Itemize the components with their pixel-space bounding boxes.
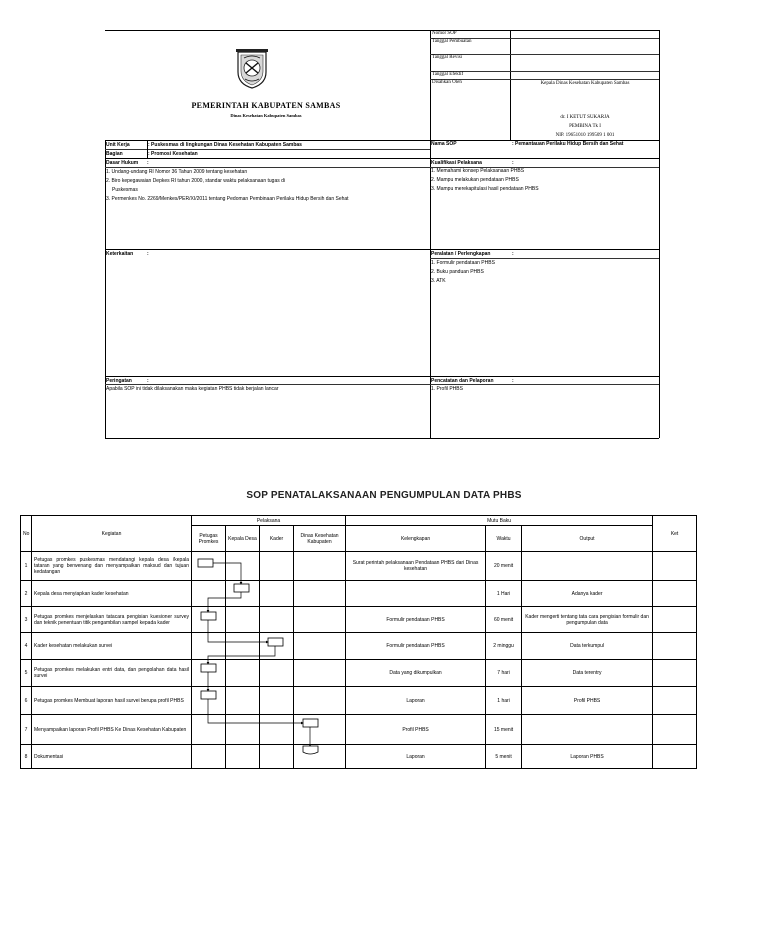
col-header-waktu: Waktu — [486, 526, 522, 552]
bagian-value: : Promosi Kesehatan — [148, 151, 198, 157]
row-waktu: 5 menit — [486, 745, 522, 769]
unit-kerja-label: Unit Kerja — [106, 142, 130, 148]
peralatan-item: 1. Formulir pendataan PHBS — [431, 260, 495, 266]
kualifikasi-item: 1. Memahami konsep Pelaksanaan PHBS — [431, 168, 525, 174]
meta-label-disahkan: Disahkan Oleh — [432, 80, 462, 85]
sop-title: SOP PENATALAKSANAAN PENGUMPULAN DATA PHBS — [246, 490, 522, 501]
col-header-kader: Kader — [260, 526, 294, 552]
col-header-petugas-promkes: Petugas Promkes — [192, 526, 226, 552]
row-kegiatan: Petugas promkes puskesmas mendatangi kepala desa /kepala tataran yang berwenang dan menyampaikan maksud dan tujuan kedatangan — [32, 552, 192, 581]
colon: : — [147, 160, 149, 166]
colon: : — [147, 251, 149, 257]
row-kegiatan: Kepala desa menyiapkan kader kesehatan — [32, 581, 192, 607]
row-waktu: 1 hari — [486, 687, 522, 715]
meta-label-tanggal-efektif: Tanggal Efektif — [432, 72, 464, 77]
row-kegiatan: Petugas promkes menjelaskan tatacara pengisian kuesioner survey dan teknik penentuan titik pengambilan sampel kepada kader — [32, 607, 192, 633]
kualifikasi-item: 2. Mampu melakukan pendataan PHBS — [431, 177, 519, 183]
dasar-hukum-item: 2. Biro kepegawaian Depkes RI tahun 2000, standar waktu pelaksanaan tugas di — [106, 178, 286, 184]
col-header-no: No — [21, 516, 32, 552]
row-kegiatan: Petugas promkes Membuat laporan hasil survei berupa profil PHBS — [32, 687, 192, 715]
kualifikasi-label: Kualifikasi Pelaksana — [431, 160, 482, 166]
dasar-hukum-label: Dasar Hukum — [106, 160, 139, 166]
col-header-ket: Ket — [653, 516, 697, 552]
pencatatan-label: Pencatatan dan Pelaporan — [431, 378, 494, 384]
col-header-dinas-kesehatan: Dinas Kesehatan Kabupaten — [294, 526, 346, 552]
dasar-hukum-item: 1. Undang-undang RI Nomor 36 Tahun 2009 tentang kesehatan — [106, 169, 248, 175]
colon: : — [512, 251, 514, 257]
row-kelengkapan: Formulir pendataan PHBS — [346, 607, 486, 633]
row-no: 2 — [21, 581, 32, 607]
row-output: Laporan PHBS — [522, 745, 653, 769]
peralatan-item: 2. Buku panduan PHBS — [431, 269, 484, 275]
unit-kerja-value: : Puskesmas di lingkungan Dinas Kesehatan Kabupaten Sambas — [148, 142, 302, 148]
peringatan-text: Apabila SOP ini tidak dilaksanakan maka kegiatan PHBS tidak berjalan lancar — [106, 386, 279, 392]
row-no: 6 — [21, 687, 32, 715]
col-header-output: Output — [522, 526, 653, 552]
flow-step-4-box — [268, 638, 283, 646]
flow-step-6-box — [201, 691, 216, 699]
approver-name: dr. I KETUT SUKARJA — [560, 115, 610, 120]
approver-title: Kepala Dinas Kesehatan Kabupaten Sambas — [540, 81, 630, 86]
row-kelengkapan: Laporan — [346, 687, 486, 715]
row-kegiatan: Kader kesehatan melakukan survei — [32, 633, 192, 660]
flow-arrow — [208, 620, 268, 642]
meta-label-tanggal-revisi: Tanggal Revisi — [432, 55, 463, 60]
approver-nip: NIP. 19651010 199509 1 001 — [555, 133, 615, 138]
peralatan-item: 3. ATK — [431, 278, 446, 284]
col-header-pelaksana: Pelaksana — [192, 516, 346, 526]
flow-step-2-box — [234, 584, 249, 592]
row-kegiatan: Dokumentasi — [32, 745, 192, 769]
row-kelengkapan: Formulir pendataan PHBS — [346, 633, 486, 660]
colon: : — [147, 378, 149, 384]
government-title: PEMERINTAH KABUPATEN SAMBAS — [191, 101, 341, 110]
row-waktu: 1 Hari — [486, 581, 522, 607]
row-no: 4 — [21, 633, 32, 660]
dasar-hukum-item: Puskesmas — [112, 187, 138, 193]
flow-arrow — [208, 592, 241, 612]
row-kegiatan: Petugas promkes melakukan entri data, dan pengolahan data hasil survei — [32, 660, 192, 687]
dasar-hukum-item: 3. Permenkes No. 2269/Menkes/PER/XI/2011 tentang Pedoman Pembinaan Perilaku Hidup Bersih dan Sehat — [106, 196, 349, 202]
row-waktu: 15 menit — [486, 715, 522, 745]
row-output: Kader mengerti tentang tata cara pengisian formulir dan pengumpulan data — [522, 607, 653, 633]
flow-arrow — [208, 699, 303, 723]
row-kelengkapan: Data yang dikumpulkan — [346, 660, 486, 687]
row-output: Data terkumpul — [522, 633, 653, 660]
col-header-kepala-desa: Kepala Desa — [226, 526, 260, 552]
row-waktu: 60 menit — [486, 607, 522, 633]
approver-rank: PEMBINA Tk I — [569, 124, 601, 129]
col-header-kelengkapan: Kelengkapan — [346, 526, 486, 552]
meta-label-tanggal-pembuatan: Tanggal Pembuatan — [432, 39, 472, 44]
flow-step-7-box — [303, 719, 318, 727]
peringatan-label: Peringatan — [106, 378, 132, 384]
colon: : — [512, 378, 514, 384]
keterkaitan-label: Keterkaitan — [106, 251, 134, 257]
row-no: 1 — [21, 552, 32, 581]
col-header-kegiatan: Kegiatan — [32, 516, 192, 552]
row-kelengkapan: Laporan — [346, 745, 486, 769]
nama-sop-value: : Pemantauan Perilaku Hidup Bersih dan Sehat — [512, 141, 624, 147]
meta-label-nomor: Nomor SOP — [432, 31, 457, 36]
bagian-label: Bagian — [106, 151, 123, 157]
row-kegiatan: Menyampaikan laporan Profil PHBS Ke Dinas Kesehatan Kabupaten — [32, 715, 192, 745]
row-waktu: 20 menit — [486, 552, 522, 581]
flow-step-8-document — [303, 746, 318, 754]
row-no: 5 — [21, 660, 32, 687]
pencatatan-item: 1. Profil PHBS — [431, 386, 463, 392]
row-waktu: 2 minggu — [486, 633, 522, 660]
department-name: Dinas Kesehatan Kabupaten Sambas — [230, 113, 302, 118]
colon: : — [512, 160, 514, 166]
row-output: Data terentry — [522, 660, 653, 687]
flow-step-1-box — [198, 559, 213, 567]
flow-arrow — [208, 646, 275, 664]
row-output: Profil PHBS — [522, 687, 653, 715]
row-kelengkapan: Surat perintah pelaksanaan Pendataan PHBS dari Dinas kesehatan — [346, 552, 486, 581]
row-no: 7 — [21, 715, 32, 745]
col-header-mutu-baku: Mutu Baku — [346, 516, 653, 526]
flow-step-3-box — [201, 612, 216, 620]
flow-step-5-box — [201, 664, 216, 672]
flow-arrow — [213, 563, 241, 584]
peralatan-label: Peralatan / Perlengkapan — [431, 251, 491, 257]
row-waktu: 7 hari — [486, 660, 522, 687]
row-no: 3 — [21, 607, 32, 633]
nama-sop-label: Nama SOP — [431, 141, 457, 147]
kualifikasi-item: 3. Mampu merekapitulasi hasil pendataan PHBS — [431, 186, 539, 192]
row-no: 8 — [21, 745, 32, 769]
row-kelengkapan: Profil PHBS — [346, 715, 486, 745]
row-output: Adanya kader — [522, 581, 653, 607]
